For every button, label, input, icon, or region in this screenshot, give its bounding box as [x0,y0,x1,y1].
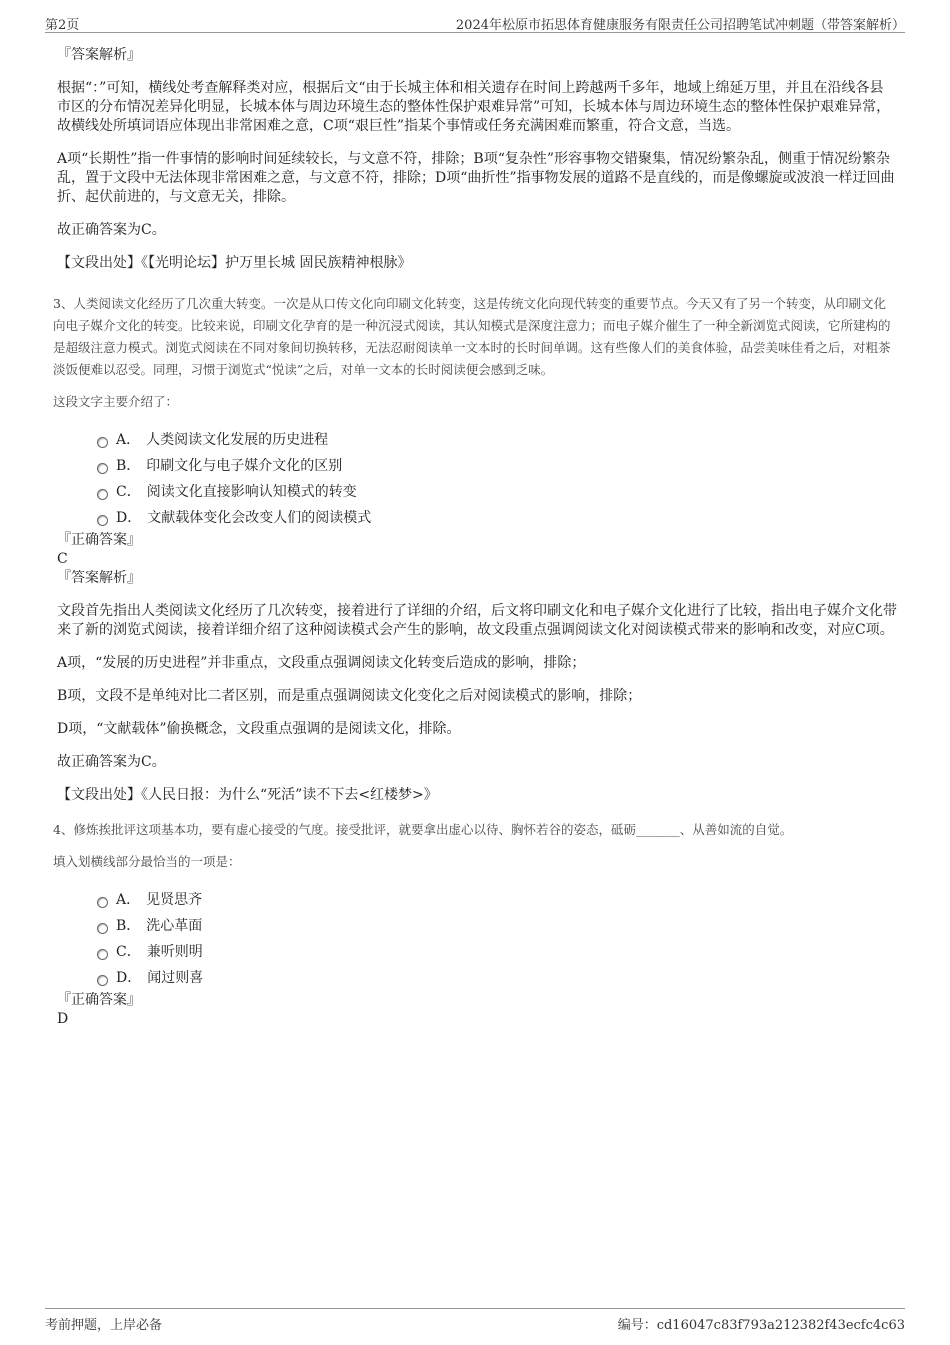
q3-option-d[interactable]: D． 文献载体变化会改变人们的阅读模式 [97,505,897,531]
radio-icon[interactable] [97,923,108,934]
radio-icon[interactable] [97,463,108,474]
footer-serial: 编号：cd16047c83f793a212382f43ecfc4c63 [617,1318,905,1333]
q4-stem: 4、修炼挨批评这项基本功，要有虚心接受的气度。接受批评，就要拿出虚心以待、胸怀若谷的姿态，砥砺_______、从善如流的自觉。 [53,822,793,837]
q2-analysis-p3: 故正确答案为C。 [57,222,166,238]
q3-analysis-label: 『答案解析』 [57,570,141,586]
q3-option-c[interactable]: C． 阅读文化直接影响认知模式的转变 [97,479,897,505]
radio-icon[interactable] [97,949,108,960]
q3-options [97,427,897,531]
q3-option-b[interactable]: B． 印刷文化与电子媒介文化的区别 [97,453,897,479]
q3-answer: C [57,551,68,567]
q4-options [97,887,897,991]
footer-slogan: 考前押题，上岸必备 [45,1318,163,1333]
document-title: 2024年松原市拓思体育健康服务有限责任公司招聘笔试冲刺题（带答案解析） [455,18,905,33]
page-header [45,12,905,33]
q3-prompt: 这段文字主要介绍了： [53,394,179,409]
q3-option-a[interactable]: A． 人类阅读文化发展的历史进程 [97,427,897,453]
q4-option-d[interactable]: D． 闻过则喜 [97,965,897,991]
radio-icon[interactable] [97,437,108,448]
q2-analysis-label: 『答案解析』 [57,47,141,63]
q4-option-b[interactable]: B． 洗心革面 [97,913,897,939]
radio-icon[interactable] [97,489,108,500]
q2-analysis-p2: A项“长期性”指一件事情的影响时间延续较长，与文意不符，排除；B项“复杂性”形容事物交错聚集，情况纷繁杂乱，侧重于情况纷繁杂乱，置于文段中无法体现非常困难之意，与文意不符，排除；D项“曲折性”指事物发展的道路不是直线的，而是像螺旋或波浪一样迂回曲折、起伏前进的，与文意无关，排除。 [57,151,895,205]
q2-source: 【文段出处】《【光明论坛】护万里长城 固民族精神根脉》 [57,255,412,271]
q3-analysis-p1: 文段首先指出人类阅读文化经历了几次转变，接着进行了详细的介绍，后文将印刷文化和电子媒介文化进行了比较，指出电子媒介文化带来了新的浏览式阅读，接着详细介绍了这种阅读模式会产生的影响，故文段重点强调阅读文化对阅读模式带来的影响和改变，对应C项。 [57,603,897,638]
q3-analysis-p4: D项，“文献载体”偷换概念，文段重点强调的是阅读文化，排除。 [57,721,461,737]
q2-analysis-p1: 根据“：”可知，横线处考查解释类对应，根据后文“由于长城主体和相关遗存在时间上跨越两千多年，地域上绵延万里，并且在沿线各县市区的分布情况差异化明显，长城本体与周边环境生态的整体性保护艰难异常”可知，长城本体与周边环境生态的整体性保护艰难异常，故横线处所填词语应体现出非常困难之意，C项“艰巨性”指某个事情或任务充满困难而繁重，符合文意，当选。 [57,80,891,134]
q3-source: 【文段出处】《人民日报：为什么“死活”读不下去<红楼梦>》 [57,787,438,803]
q4-option-a[interactable]: A． 见贤思齐 [97,887,897,913]
q3-analysis-p5: 故正确答案为C。 [57,754,166,770]
q3-analysis-p3: B项，文段不是单纯对比二者区别，而是重点强调阅读文化变化之后对阅读模式的影响，排除； [57,688,642,704]
page-number: 第2页 [45,18,80,33]
q3-answer-label: 『正确答案』 [57,532,141,548]
radio-icon[interactable] [97,975,108,986]
radio-icon[interactable] [97,515,108,526]
q3-analysis-p2: A项，“发展的历史进程”并非重点，文段重点强调阅读文化转变后造成的影响，排除； [57,655,586,671]
page-footer [45,1308,905,1331]
radio-icon[interactable] [97,897,108,908]
q4-prompt: 填入划横线部分最恰当的一项是： [53,854,241,869]
q3-stem: 3、人类阅读文化经历了几次重大转变。一次是从口传文化向印刷文化转变，这是传统文化向现代转变的重要节点。今天又有了另一个转变，从印刷文化向电子媒介文化的转变。比较来说，印刷文化孕育的是一种沉浸式阅读，其认知模式是深度注意力；而电子媒介催生了一种全新浏览式阅读，它所建构的是超级注意力模式。浏览式阅读在不同对象间切换转移，无法忍耐阅读单一文本时的长时间单调。这有些像人们的美食体验，品尝美味佳肴之后，对粗茶淡饭便难以忍受。同理，习惯于浏览式“悦读”之后，对单一文本的长时阅读便会感到乏味。 [53,296,891,377]
q4-option-c[interactable]: C． 兼听则明 [97,939,897,965]
document-body [53,46,897,1029]
q4-answer-label: 『正确答案』 [57,992,141,1008]
q4-answer: D [57,1011,69,1027]
